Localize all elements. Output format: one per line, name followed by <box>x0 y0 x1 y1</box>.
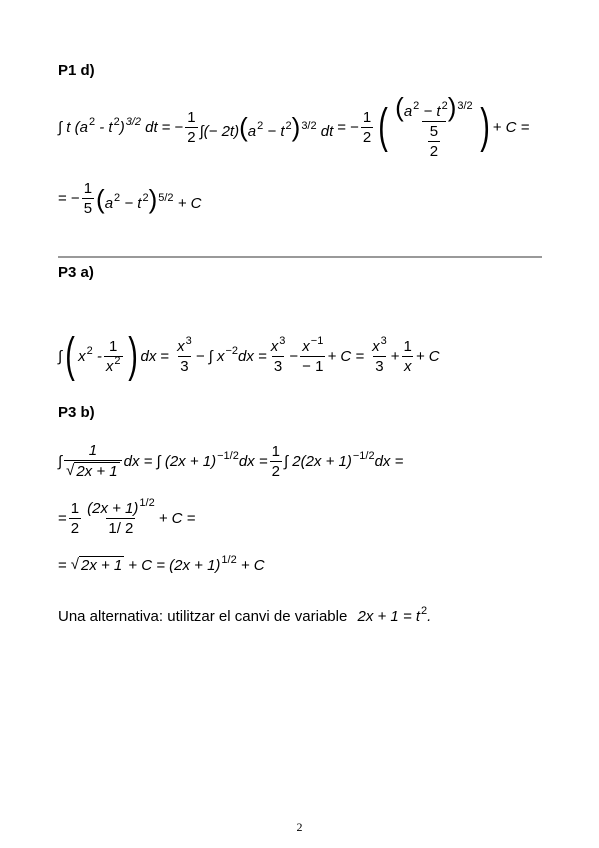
frac-den: 3 <box>180 357 189 375</box>
fraction-x3-over-3 <box>370 334 389 375</box>
minus-sign: − <box>174 118 184 136</box>
equals-sign: = <box>58 510 67 527</box>
sqrt: √ 2x + 1 <box>70 556 123 574</box>
p3a-mid: − ∫ $x^{-2}dx$ = <box>195 344 267 365</box>
plus-c-equals: + C = <box>327 347 365 365</box>
frac-den: 2 <box>362 128 372 146</box>
frac-den: $x^2$ <box>105 354 121 375</box>
frac-num: 1 <box>83 180 93 197</box>
frac-num: 5 <box>429 123 439 140</box>
p1d-result: $(a^2 - t^2)^{5/2} + C$ <box>96 183 202 214</box>
heading-p3b: P3 b) <box>58 404 95 421</box>
plus-c: + C <box>415 347 440 365</box>
integral-sign: ∫ <box>58 452 63 470</box>
p3b-rest2: ∫ $2(2x + 1)^{-1/2}dx$ = <box>283 449 404 470</box>
fraction-one-fifth <box>82 180 94 217</box>
minus-sign: − <box>350 118 359 136</box>
frac-den: 3 <box>375 357 384 375</box>
frac-den: 5 <box>83 200 93 217</box>
radicand: 2x + 1 <box>81 557 123 574</box>
p1d-lhs: ∫ t $(a^2 - t^2)^{3/2}$ dt <box>58 115 158 136</box>
alternative-text: Una alternativa: utilitzar el canvi de variable <box>58 608 348 625</box>
p3b-line3-tail: + $C = (2x + 1)^{1/2} + C$ <box>128 553 265 574</box>
frac-den: − 1 <box>302 357 324 375</box>
dx: dx <box>140 347 157 365</box>
frac-num: 1 <box>271 442 280 460</box>
frac-num: 1 <box>187 108 196 126</box>
right-big-paren: ) <box>479 100 490 153</box>
frac-den: x <box>403 357 412 375</box>
minus-sign: − <box>289 347 299 365</box>
frac-num: 1 <box>70 500 80 517</box>
equals-minus: = − <box>58 190 80 207</box>
fraction-one-half <box>361 109 373 146</box>
frac-den <box>422 121 446 160</box>
fraction-power-over-half <box>85 497 157 537</box>
frac-den: 1/ 2 <box>108 520 134 537</box>
sqrt: √ 2x + 1 <box>66 462 118 480</box>
frac-num: $x^3$ <box>372 334 387 355</box>
fraction-one-over-x2 <box>104 338 123 375</box>
frac-den <box>64 460 122 480</box>
plus-c-equals: + C = <box>492 118 530 136</box>
left-big-paren: ( <box>378 100 388 153</box>
p3b-equation-line2 <box>58 497 196 537</box>
p3b-rest1: dx = ∫ $(2x + 1)^{-1/2}dx$ = <box>123 449 268 470</box>
heading-p1d: P1 d) <box>58 62 95 79</box>
plus-sign: + <box>390 347 400 365</box>
equals-sign: = <box>160 347 170 365</box>
frac-num: $x^{-1}$ <box>302 334 324 355</box>
frac-num: 1 <box>88 442 98 459</box>
fraction-x3-over-3 <box>269 334 288 375</box>
plus-c-equals: + C = <box>158 510 196 527</box>
frac-den: 2 <box>271 462 280 480</box>
frac-num: $x^3$ <box>177 334 192 355</box>
frac-num: 1 <box>403 337 412 355</box>
equals-sign: = <box>58 556 67 574</box>
frac-num: 1 <box>109 337 118 355</box>
right-big-paren: ) <box>127 329 138 382</box>
frac-den: 2 <box>70 520 80 537</box>
frac-num: $(2x + 1)^{1/2}$ <box>87 497 155 517</box>
fraction-one-over-x <box>402 338 414 375</box>
integral-sign: ∫ <box>58 347 63 365</box>
p3b-equation-line1 <box>58 442 403 480</box>
equals-sign: = <box>161 118 171 136</box>
alternative-formula: $2x + 1 = t^2$. <box>357 605 432 625</box>
p1d-inner-fraction <box>393 94 475 160</box>
fraction-one-half <box>69 500 81 537</box>
fraction-one-half <box>270 443 282 480</box>
frac-den: 2 <box>187 128 196 146</box>
section-divider <box>58 256 542 258</box>
frac-num: $(a^2 - t^2)^{3/2}$ <box>395 92 473 122</box>
frac-num: 1 <box>362 108 372 126</box>
frac-den: 2 <box>429 143 439 160</box>
alternative-note <box>58 605 432 625</box>
fraction-x3-over-3 <box>175 334 194 375</box>
fraction-one-half <box>185 109 197 146</box>
page-number: 2 <box>296 820 303 834</box>
p1d-equation-line1 <box>58 94 529 160</box>
fraction-xinv-over-neg1 <box>300 334 325 375</box>
p3a-equation <box>58 329 440 382</box>
p3b-equation-line3 <box>58 553 265 574</box>
heading-p3a: P3 a) <box>58 264 94 281</box>
frac-den: 3 <box>273 357 283 375</box>
radicand: 2x + 1 <box>76 463 118 480</box>
left-big-paren: ( <box>65 329 75 382</box>
p1d-equation-line2 <box>58 180 201 217</box>
frac-num: $x^3$ <box>270 334 286 355</box>
p3a-lhs: $x^2$ - <box>78 344 102 365</box>
p1d-integrand: ∫(− $2t)(a^2 - t^2)^{3/2}$ dt <box>199 112 334 142</box>
equals-sign: = <box>337 118 347 136</box>
fraction-one-over-sqrt <box>64 442 122 480</box>
